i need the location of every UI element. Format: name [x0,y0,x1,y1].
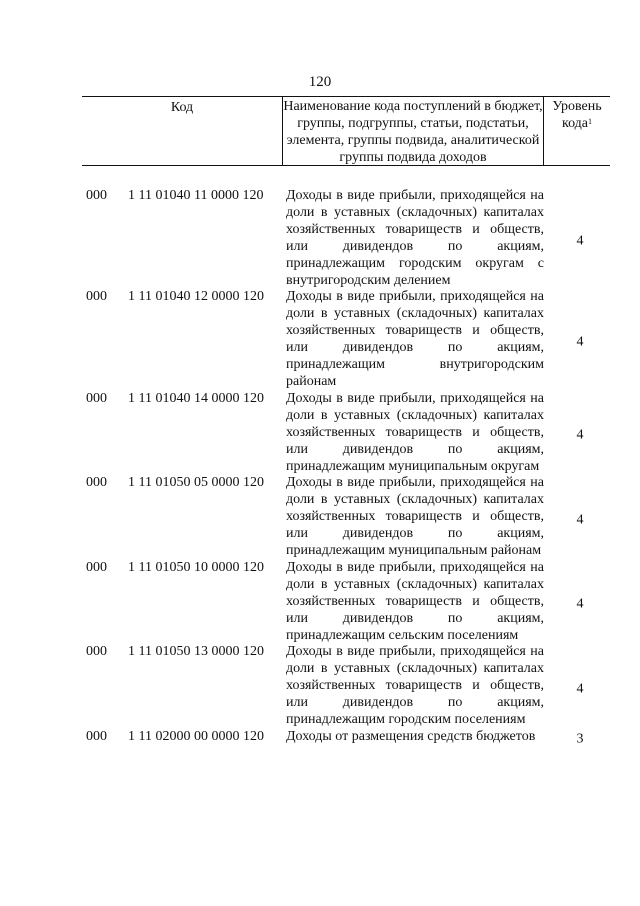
admin-code: 000 [86,390,107,406]
income-name: Доходы в виде прибыли, приходящейся на доли в уставных (складочных) капиталах хозяйственных товариществ и обществ, или дивидендов по акциям, принадлежащим городским поселениям [286,644,544,728]
header-name: Наименование кода поступлений в бюджет, группы, подгруппы, статьи, подстатьи, элемента, группы подвида, аналитической группы подвида доходов [283,99,543,165]
table-row [86,644,606,729]
page-number: 120 [308,74,332,90]
income-code: 1 11 01050 10 0000 120 [128,559,264,575]
admin-code: 000 [86,729,107,744]
code-level: 4 [576,512,584,528]
income-code: 1 11 01050 13 0000 120 [128,644,264,660]
income-code: 1 11 01040 11 0000 120 [128,188,264,203]
table-row [86,560,606,645]
income-name: Доходы в виде прибыли, приходящейся на доли в уставных (складочных) капиталах хозяйственных товариществ и обществ, или дивидендов по акциям, принадлежащим сельским поселениям [286,559,544,643]
header-level-footnote: 1 [588,117,593,126]
header-level [544,97,610,165]
income-code: 1 11 01040 14 0000 120 [128,390,264,406]
header-code: Код [170,100,194,115]
table-row [86,475,606,560]
income-name: Доходы в виде прибыли, приходящейся на доли в уставных (складочных) капиталах хозяйственных товариществ и обществ, или дивидендов по акциям, принадлежащим муниципальным районам [286,475,544,559]
income-name: Доходы в виде прибыли, приходящейся на доли в уставных (складочных) капиталах хозяйственных товариществ и обществ, или дивидендов по акциям, принадлежащим муниципальным округам [286,390,544,474]
income-name: Доходы в виде прибыли, приходящейся на доли в уставных (складочных) капиталах хозяйственных товариществ и обществ, или дивидендов по акциям, принадлежащим внутригородским районам [286,289,544,389]
income-code: 1 11 01040 12 0000 120 [128,289,264,305]
code-level: 4 [576,596,584,612]
admin-code: 000 [86,475,107,491]
header-level-label: Уровень кода [552,99,602,131]
code-level: 4 [576,233,584,249]
admin-code: 000 [86,188,107,203]
table-row [86,391,606,476]
table-row [86,188,606,289]
code-level: 4 [576,681,584,697]
admin-code: 000 [86,559,107,575]
code-level: 4 [576,334,584,350]
table-row [86,289,606,390]
income-code: 1 11 01050 05 0000 120 [128,475,264,491]
income-name: Доходы от размещения средств бюджетов [286,729,536,744]
table-header [82,96,610,166]
table-body [86,188,606,746]
table-row [86,729,606,746]
admin-code: 000 [86,289,107,305]
income-code: 1 11 02000 00 0000 120 [128,729,264,744]
income-name: Доходы в виде прибыли, приходящейся на доли в уставных (складочных) капиталах хозяйственных товариществ и обществ, или дивидендов по акциям, принадлежащим городским округам с внутригородским делением [286,188,544,288]
admin-code: 000 [86,644,107,660]
code-level: 3 [576,731,584,747]
code-level: 4 [576,427,584,443]
